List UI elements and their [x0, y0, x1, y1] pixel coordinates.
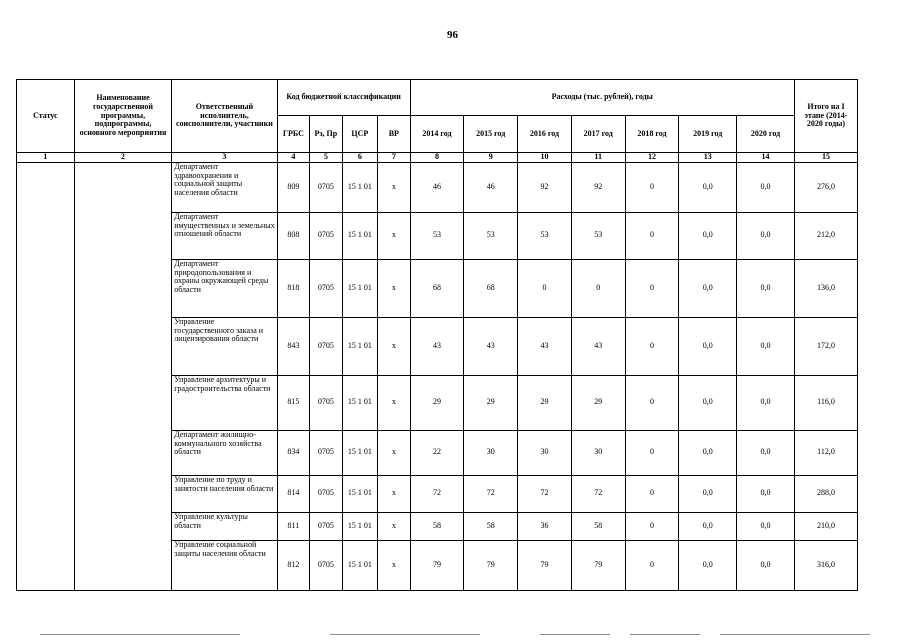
value-2020: 0,0 [737, 512, 795, 540]
value-2019: 0,0 [679, 162, 737, 212]
grbs-cell: 818 [277, 259, 309, 317]
value-2015: 72 [464, 475, 518, 512]
grbs-cell: 834 [277, 430, 309, 475]
column-index: 1 [17, 153, 75, 163]
vr-cell: x [378, 162, 410, 212]
budget-table [16, 79, 858, 591]
value-2018: 0 [625, 430, 679, 475]
value-2018: 0 [625, 375, 679, 430]
value-2014: 68 [410, 259, 464, 317]
value-2019: 0,0 [679, 512, 737, 540]
vr-cell: x [378, 212, 410, 259]
rzpr-cell: 0705 [310, 512, 342, 540]
csr-cell: 15 1 01 [342, 540, 378, 590]
rzpr-cell: 0705 [310, 212, 342, 259]
rzpr-cell: 0705 [310, 430, 342, 475]
column-index: 14 [737, 153, 795, 163]
value-2014: 72 [410, 475, 464, 512]
value-2018: 0 [625, 512, 679, 540]
participant-name: Департамент здравоохранения и социальной защиты населения области [172, 162, 277, 212]
value-2014: 79 [410, 540, 464, 590]
total-cell: 316,0 [794, 540, 857, 590]
value-2015: 53 [464, 212, 518, 259]
value-2016: 36 [518, 512, 572, 540]
header-program-name: Наименование государственной программы, подпрограммы, основного мероприятия [74, 80, 171, 153]
value-2016: 79 [518, 540, 572, 590]
grbs-cell: 843 [277, 317, 309, 375]
column-index: 3 [172, 153, 277, 163]
scan-mark [540, 634, 610, 635]
vr-cell: x [378, 475, 410, 512]
value-2014: 29 [410, 375, 464, 430]
rzpr-cell: 0705 [310, 540, 342, 590]
rzpr-cell: 0705 [310, 475, 342, 512]
grbs-cell: 814 [277, 475, 309, 512]
rzpr-cell: 0705 [310, 375, 342, 430]
participant-name: Управление архитектуры и градостроительства области [172, 375, 277, 430]
value-2015: 46 [464, 162, 518, 212]
value-2020: 0,0 [737, 475, 795, 512]
total-cell: 276,0 [794, 162, 857, 212]
value-2020: 0,0 [737, 317, 795, 375]
grbs-cell: 808 [277, 212, 309, 259]
value-2017: 30 [571, 430, 625, 475]
scan-mark [630, 634, 700, 635]
column-index: 8 [410, 153, 464, 163]
vr-cell: x [378, 430, 410, 475]
value-2018: 0 [625, 540, 679, 590]
grbs-cell: 812 [277, 540, 309, 590]
value-2017: 43 [571, 317, 625, 375]
total-cell: 288,0 [794, 475, 857, 512]
header-2017: 2017 год [571, 116, 625, 153]
total-cell: 116,0 [794, 375, 857, 430]
vr-cell: x [378, 512, 410, 540]
total-cell: 212,0 [794, 212, 857, 259]
value-2015: 79 [464, 540, 518, 590]
column-index: 6 [342, 153, 378, 163]
value-2019: 0,0 [679, 212, 737, 259]
value-2018: 0 [625, 475, 679, 512]
value-2017: 29 [571, 375, 625, 430]
value-2019: 0,0 [679, 375, 737, 430]
csr-cell: 15 1 01 [342, 430, 378, 475]
csr-cell: 15 1 01 [342, 162, 378, 212]
participant-name: Департамент природопользования и охраны окружающей среды области [172, 259, 277, 317]
grbs-cell: 811 [277, 512, 309, 540]
csr-cell: 15 1 01 [342, 375, 378, 430]
table-header [17, 80, 858, 163]
rzpr-cell: 0705 [310, 259, 342, 317]
value-2016: 72 [518, 475, 572, 512]
csr-cell: 15 1 01 [342, 512, 378, 540]
rzpr-cell: 0705 [310, 162, 342, 212]
grbs-cell: 809 [277, 162, 309, 212]
participant-name: Управление социальной защиты населения области [172, 540, 277, 590]
value-2017: 58 [571, 512, 625, 540]
value-2016: 0 [518, 259, 572, 317]
value-2019: 0,0 [679, 540, 737, 590]
header-expenses: Расходы (тыс. рублей), годы [410, 80, 794, 116]
header-rz-pr: Рз, Пр [310, 116, 342, 153]
header-grbs: ГРБС [277, 116, 309, 153]
value-2019: 0,0 [679, 317, 737, 375]
value-2018: 0 [625, 212, 679, 259]
scan-mark [720, 634, 870, 635]
value-2014: 46 [410, 162, 464, 212]
value-2016: 92 [518, 162, 572, 212]
rzpr-cell: 0705 [310, 317, 342, 375]
table-row [17, 162, 858, 212]
scan-mark [330, 634, 480, 635]
total-cell: 136,0 [794, 259, 857, 317]
value-2020: 0,0 [737, 430, 795, 475]
header-2019: 2019 год [679, 116, 737, 153]
value-2015: 43 [464, 317, 518, 375]
value-2016: 29 [518, 375, 572, 430]
value-2019: 0,0 [679, 430, 737, 475]
column-index: 12 [625, 153, 679, 163]
value-2020: 0,0 [737, 375, 795, 430]
column-index: 4 [277, 153, 309, 163]
value-2014: 43 [410, 317, 464, 375]
column-index: 2 [74, 153, 171, 163]
value-2017: 53 [571, 212, 625, 259]
value-2019: 0,0 [679, 475, 737, 512]
csr-cell: 15 1 01 [342, 259, 378, 317]
value-2017: 72 [571, 475, 625, 512]
csr-cell: 15 1 01 [342, 475, 378, 512]
column-index: 13 [679, 153, 737, 163]
header-2014: 2014 год [410, 116, 464, 153]
column-index: 15 [794, 153, 857, 163]
header-total: Итого на I этапе (2014-2020 годы) [794, 80, 857, 153]
participant-name: Управление культуры области [172, 512, 277, 540]
header-responsible: Ответственный исполнитель, соисполнители, участники [172, 80, 277, 153]
participant-name: Департамент имущественных и земельных отношений области [172, 212, 277, 259]
program-name-cell [74, 162, 171, 590]
scan-mark [40, 634, 240, 635]
header-vr: ВР [378, 116, 410, 153]
value-2015: 68 [464, 259, 518, 317]
csr-cell: 15 1 01 [342, 317, 378, 375]
value-2020: 0,0 [737, 212, 795, 259]
value-2020: 0,0 [737, 162, 795, 212]
value-2018: 0 [625, 259, 679, 317]
header-2020: 2020 год [737, 116, 795, 153]
column-index: 11 [571, 153, 625, 163]
vr-cell: x [378, 375, 410, 430]
column-index: 7 [378, 153, 410, 163]
value-2017: 0 [571, 259, 625, 317]
vr-cell: x [378, 259, 410, 317]
page-number: 96 [447, 29, 458, 41]
value-2017: 79 [571, 540, 625, 590]
value-2015: 29 [464, 375, 518, 430]
header-status: Статус [17, 80, 75, 153]
participant-name: Управление по труду и занятости населения области [172, 475, 277, 512]
total-cell: 112,0 [794, 430, 857, 475]
column-index: 9 [464, 153, 518, 163]
header-2018: 2018 год [625, 116, 679, 153]
csr-cell: 15 1 01 [342, 212, 378, 259]
value-2020: 0,0 [737, 259, 795, 317]
value-2014: 58 [410, 512, 464, 540]
vr-cell: x [378, 317, 410, 375]
status-cell [17, 162, 75, 590]
column-index: 5 [310, 153, 342, 163]
value-2018: 0 [625, 162, 679, 212]
value-2016: 30 [518, 430, 572, 475]
table-body [17, 162, 858, 590]
column-index: 10 [518, 153, 572, 163]
value-2020: 0,0 [737, 540, 795, 590]
participant-name: Департамент жилищно-коммунального хозяйства области [172, 430, 277, 475]
value-2016: 53 [518, 212, 572, 259]
value-2019: 0,0 [679, 259, 737, 317]
value-2015: 30 [464, 430, 518, 475]
value-2016: 43 [518, 317, 572, 375]
value-2017: 92 [571, 162, 625, 212]
value-2018: 0 [625, 317, 679, 375]
header-2015: 2015 год [464, 116, 518, 153]
vr-cell: x [378, 540, 410, 590]
value-2015: 58 [464, 512, 518, 540]
value-2014: 53 [410, 212, 464, 259]
grbs-cell: 815 [277, 375, 309, 430]
value-2014: 22 [410, 430, 464, 475]
participant-name: Управление государственного заказа и лицензирования области [172, 317, 277, 375]
header-budget-code: Код бюджетной классификации [277, 80, 410, 116]
column-index-row [17, 153, 858, 163]
header-csr: ЦСР [342, 116, 378, 153]
total-cell: 210,0 [794, 512, 857, 540]
total-cell: 172,0 [794, 317, 857, 375]
header-2016: 2016 год [518, 116, 572, 153]
